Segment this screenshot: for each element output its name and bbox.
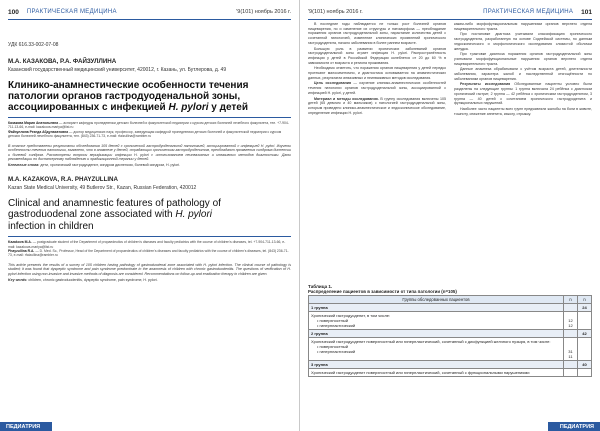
paragraph: В последние годы наблюдается не только рост болезней органов пищеварения, но и изменение их структуры и патоморфоза — преобладание поражения органов гастродуоденальной зоны, нарастание количества детей с сочетанной патологией, изменение клинических проявлений хронического гастродуоденита, начало заболевания в более раннем возрасте. (308, 22, 446, 45)
keywords-en: Key words: children, chronic gastroduodenitis, dyspeptic syndrome, pain syndrome, H. pylori. (8, 277, 158, 282)
issue-info: '9(101) ноябрь 2016 г. (308, 9, 363, 15)
paragraph: Необходимо отметить, что поражения органов пищеварения у детей нередко протекают малосимптомно, и диагностика основывается на анамнестических данных, результатах инвазивных и неинвазивных методов исследования. (308, 66, 446, 80)
journal-name: ПРАКТИЧЕСКАЯ МЕДИЦИНА (483, 9, 574, 15)
group-total: 24 (578, 304, 592, 312)
paragraph: Большую роль в развитии хронических заболеваний органов гастродуоденальной зоны играет инфекция H. pylori. Распространённость инфекции у детей в Российской Федерации колеблется от 20 до 60 % в зависимости от возраста и региона проживания. (308, 46, 446, 65)
header-rule (308, 19, 592, 20)
author-contacts-en: Kazakova M.A. — postgraduate student of the Department of propaedeutics of children's diseases and faculty pediatrics with the course of children's diseases, tel. +7-904-711-13-66, e-mail: kazakova-mariya@list.ru Phayzullina R.A. — D. Med. Sc., Professor, Head of the Department of propaedeutics of children's diseases and faculty pediatrics with the course of children's diseases, tel. (843) 236-71-73, e-mail: rfaizullina@rambler.ru (8, 240, 289, 258)
body-columns (308, 22, 592, 276)
abstract-en: This article presents the results of a survey of 105 children having pathology of gastroduodenal zone associated with H. pylori infection. The clinical course of pathology is studied; it was found that dyspeptic syndrome and pain syndrome predominate in the anamnesis of children with chronic gastroduodenitis. The questions of verification of H. pylori infection using non-invasive and invasive methods of diagnosis are considered. Recommendations on follow-up and eradication therapy in children are given. (8, 262, 291, 276)
running-header (8, 6, 291, 18)
paragraph: При постановке диагноза учитывали классификацию хронического гастродуоденита, разработанную на основе Сиднейской системы, по данным эндоскопического и морфологического исследования слизистой оболочки желудка. (454, 32, 592, 51)
affiliation-en: Kazan State Medical University, 49 Butlerov Str., Kazan, Russian Federation, 420012 (8, 184, 197, 191)
paragraph: Данные анамнеза обрабатывали с учётом возраста детей, длительности заболевания, характера жалоб и наследственной отягощённости по заболеваниям органов пищеварения. (454, 67, 592, 81)
table-caption: Таблица 1. (308, 284, 333, 289)
group-label: 1 группа (309, 304, 564, 312)
authors-en: M.A. KAZAKOVA, R.A. PHAYZULLINA (8, 175, 118, 183)
section-footer: ПЕДИАТРИЯ (0, 422, 52, 431)
table-row (309, 304, 592, 312)
page-number: 101 (581, 8, 592, 16)
paragraph: Материал и методы исследования. В группу исследования включены 105 детей (65 девочек и 40 мальчиков) с патологией гастродуоденальной зоны, которым проведено клинико-анамнестическое и эндоскопическое обследование, определение инфекции H. pylori. (308, 96, 446, 115)
table-row (309, 361, 592, 369)
table-header (309, 296, 592, 304)
article-title-ru: Клинико-анамнестические особенности течения патологии органов гастродуоденальной зоны, ассоциированных с инфекцией H. pylori у детей (8, 80, 249, 113)
table-row: Хронический гастродуоденит, в том числе: • поверхностный • гиперпластический 12 12 (309, 312, 592, 330)
group-desc: Хронический гастродуоденит, в том числе: • поверхностный • гиперпластический (309, 312, 564, 330)
issue-info: '9(101) ноябрь 2016 г. (236, 9, 291, 15)
table-row: Хронический гастродуоденит поверхностный или гиперпластический, сочетанный с дисфункцией желчного пузыря, в том числе: • поверхностный • гиперпластический 31 11 (309, 338, 592, 361)
affiliation-ru: Казанский государственный медицинский университет, 420012, г. Казань, ул. Бутлерова, д. 49 (8, 67, 227, 73)
header-rule (8, 19, 291, 20)
column-1 (308, 22, 446, 276)
table-row (309, 369, 592, 377)
table-title: Распределение пациентов в зависимости от типа патологии (n=105) (308, 289, 457, 294)
header-groups: Группы обследованных пациентов (309, 296, 564, 304)
authors-ru: М.А. КАЗАКОВА, Р.А. ФАЙЗУЛЛИНА (8, 58, 117, 65)
abstract-ru: В статье представлены результаты обследования 105 детей с хронической гастродуоденальной патологией, ассоциированной с инфекцией H. pylori. Изучены особенности течения патологии, выявлено, что в анамнезе у детей, страдающих хроническим гастродуоденитом, преобладают проявления синдрома диспепсии и болевой синдром. Рассмотрены вопросы верификации инфекции H. pylori с использованием неинвазивных и инвазивных методов диагностики. Даны рекомендации по диспансерному наблюдению и эрадикационной терапии у детей. (8, 143, 291, 162)
journal-name: ПРАКТИЧЕСКАЯ МЕДИЦИНА (26, 9, 117, 15)
paragraph: Результаты исследования Обследованные пациенты условно были разделены на следующие группы: 1 группа включала 24 ребёнка с диагнозом хронический гастрит, 2 группа — 42 ребёнка с хроническим гастродуоденитом, 3 группа — 40 детей с сочетанием хронического гастродуоденита и функциональных нарушений. (454, 82, 592, 106)
header-n: n (564, 296, 578, 304)
patients-table (308, 295, 592, 377)
divider (8, 236, 291, 237)
paragraph: Цель исследования — изучение клинико-анамнестических особенностей течения патологии органов гастродуоденальной зоны, ассоциированной с инфекцией H. pylori, у детей. (308, 81, 446, 95)
right-page (300, 0, 600, 431)
section-footer: ПЕДИАТРИЯ (548, 422, 600, 431)
running-header (308, 6, 592, 18)
group-total: 42 (578, 330, 592, 338)
paragraph: При трактовке диагноза поражения органов гастродуоденальной зоны учитывали морфофункциональные нарушения органов верхнего отдела пищеварительного тракта. (454, 52, 592, 66)
page-number: 100 (8, 8, 19, 16)
group-desc: Хронический гастродуоденит поверхностный или гиперпластический, сочетанный с дисфункцией желчного пузыря, в том числе: • поверхностный • гиперпластический (309, 338, 564, 361)
paragraph: Наиболее часто пациенты всех групп предъявляли жалобы на боли в животе, тошноту, снижение аппетита, изжогу, отрыжку. (454, 106, 592, 116)
column-2 (454, 22, 592, 276)
table-row (309, 330, 592, 338)
udk-code: УДК 616.33-002-07-08 (8, 42, 59, 48)
group-label: 2 группа (309, 330, 564, 338)
paragraph: каким-либо морфофункциональным нарушениям органов верхнего отдела пищеварительного тракта. (454, 22, 592, 31)
keywords-ru: Ключевые слова: дети, хронический гастродуоденит, синдром диспепсии, болевой синдром, H. pylori. (8, 163, 181, 167)
header-n: n (578, 296, 592, 304)
article-front-matter (8, 22, 291, 282)
article-title-en: Clinical and anamnestic features of pathology of gastroduodenal zone associated with H. pylori infection in children (8, 197, 221, 232)
group-desc: Хронический гастродуоденит поверхностный или гиперпластический, сочетанный с функциональными нарушениями (309, 369, 564, 377)
author-contacts-ru: Казакова Мария Анатольевна — аспирант кафедры пропедевтики детских болезней и факультетской педиатрии с курсом детских болезней лечебного факультета, тел. +7-904-711-13-66, e-mail: kazakova-mariya@list.ru Файзуллина Резеда Абдулахатовна — доктор медицинских наук, профессор, заведующая кафедрой пропедевтики детских болезней и факультетской педиатрии с курсом детских болезней лечебного факультета, тел. (843) 236-71-73, e-mail: rfaizullina@rambler.ru (8, 121, 289, 139)
group-label: 3 группа (309, 361, 564, 369)
divider (8, 117, 291, 118)
table-1 (308, 284, 592, 377)
group-total: 40 (578, 361, 592, 369)
